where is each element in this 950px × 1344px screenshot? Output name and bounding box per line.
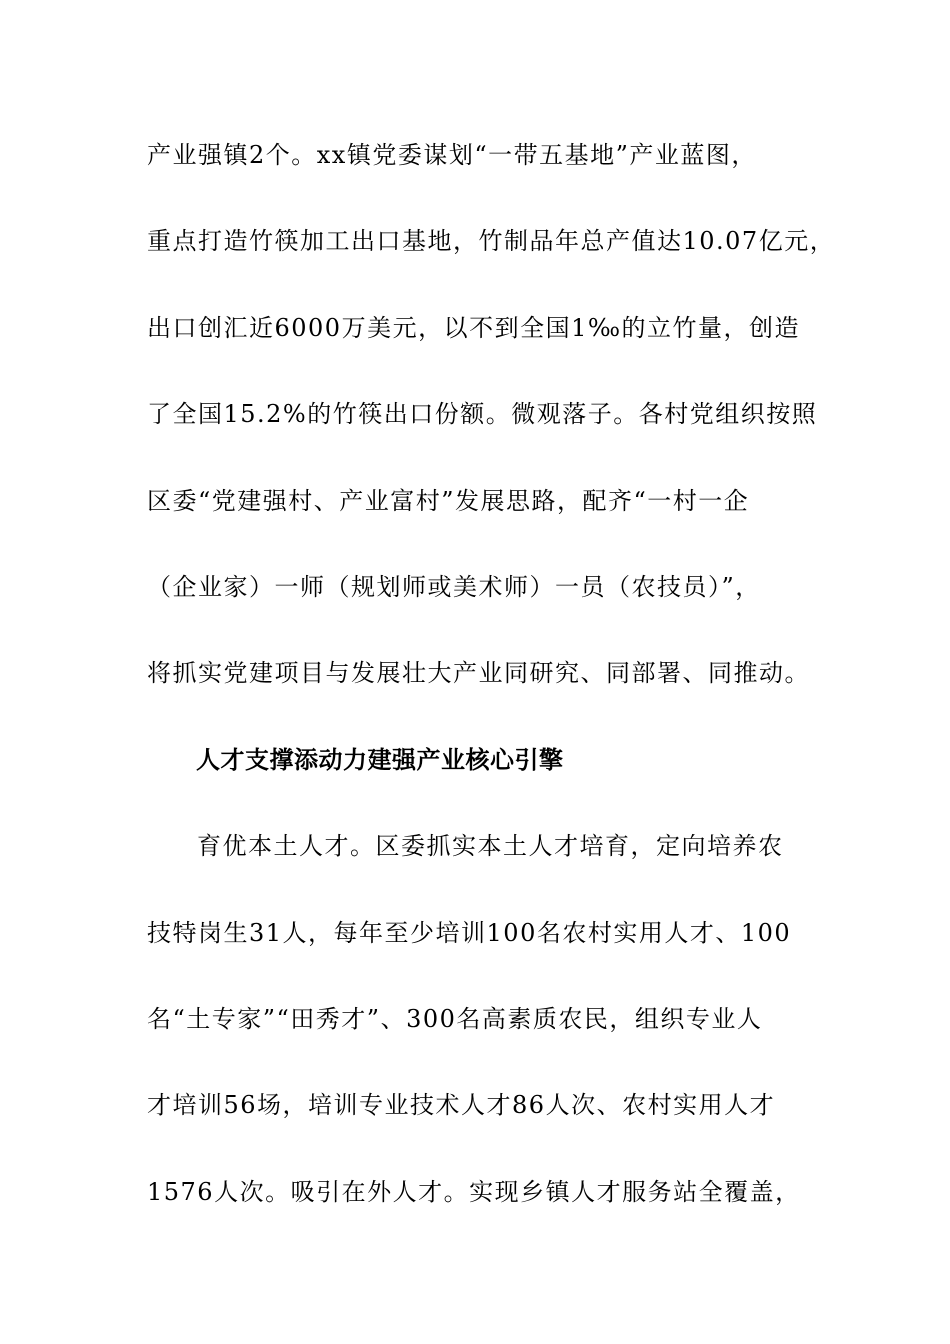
paragraph-line: 1576人次。吸引在外人才。实现乡镇人才服务站全覆盖， — [147, 1178, 801, 1206]
paragraph-line: 出口创汇近6000万美元，以不到全国1‰的立竹量，创造 — [147, 314, 801, 342]
paragraph-line: 名“土专家”“田秀才”、300名高素质农民，组织专业人 — [147, 1005, 763, 1033]
paragraph-line: 将抓实党建项目与发展壮大产业同研究、同部署、同推动。 — [147, 659, 810, 687]
paragraph-line: 育优本土人才。区委抓实本土人才培育，定向培养农 — [197, 832, 784, 860]
paragraph-line: 区委“党建强村、产业富村”发展思路，配齐“一村一企 — [147, 487, 750, 515]
section-heading: 人才支撑添动力建强产业核心引擎 — [196, 746, 564, 774]
paragraph-line: 了全国15.2%的竹筷出口份额。微观落子。各村党组织按照 — [147, 400, 818, 428]
paragraph-line: 产业强镇2个。xx镇党委谋划“一带五基地”产业蓝图， — [147, 141, 757, 169]
paragraph-line: （企业家）一师（规划师或美术师）一员（农技员）”， — [147, 573, 761, 601]
paragraph-line: 重点打造竹筷加工出口基地，竹制品年总产值达10.07亿元， — [147, 227, 836, 255]
paragraph-line: 才培训56场，培训专业技术人才86人次、农村实用人才 — [147, 1091, 776, 1119]
paragraph-line: 技特岗生31人，每年至少培训100名农村实用人才、100 — [147, 919, 792, 947]
